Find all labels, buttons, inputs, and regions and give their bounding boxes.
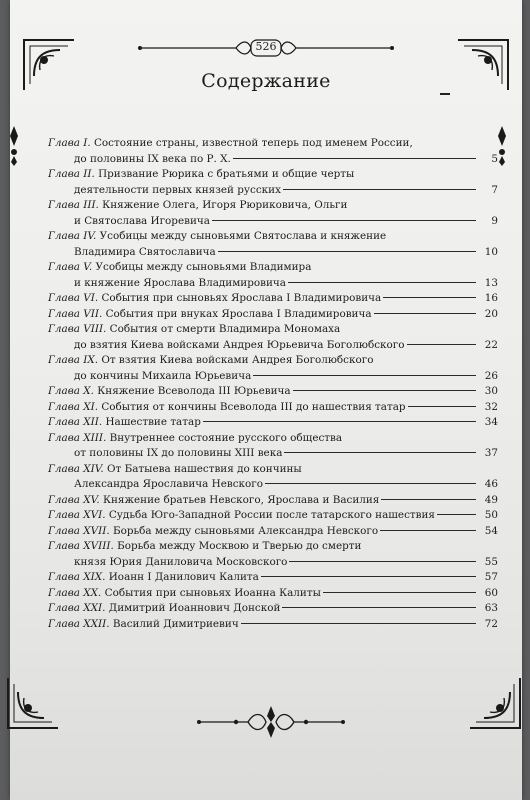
chapter-number: Глава VI. [48, 292, 102, 304]
toc-entry [48, 400, 498, 416]
dot-leader [293, 390, 476, 391]
toc-entry-text: Глава XIX. Иоанн I Данилович Калита [48, 571, 259, 583]
toc-entry-line [48, 400, 498, 416]
toc-entry-text: Глава XVII. Борьба между сыновьями Александра Невского [48, 524, 379, 537]
toc-entry-line [74, 152, 498, 168]
toc-entry-text: Глава XII. Нашествие татар [48, 416, 201, 428]
toc-entry-line [48, 617, 498, 633]
chapter-number: Глава III. [48, 199, 103, 211]
toc-page-number: 63 [484, 602, 498, 614]
toc-entry-line [48, 322, 498, 338]
toc-entry-line [48, 508, 498, 524]
dot-leader [212, 220, 476, 221]
dot-leader [383, 297, 476, 298]
chapter-number: Глава I. [48, 137, 94, 149]
chapter-number: Глава IX. [48, 354, 102, 366]
ink-mark [440, 93, 450, 95]
dot-leader [253, 375, 476, 376]
toc-page-number: 32 [484, 400, 498, 413]
toc-entry-text: Глава XIII. Внутреннее состояние русского общества [48, 431, 343, 444]
toc-entry-line [48, 229, 498, 245]
toc-entry-line [48, 198, 498, 214]
toc-entry-line [74, 245, 498, 261]
toc-entry-text: Александра Ярославича Невского [74, 478, 263, 490]
corner-ornament-bottom-right [468, 676, 524, 732]
toc-page-number: 55 [484, 555, 498, 568]
toc-entry [48, 539, 498, 570]
toc-entry [48, 570, 498, 586]
corner-ornament-bottom-left [4, 676, 60, 732]
toc-page-number: 72 [484, 617, 498, 630]
toc-entry-text: и Святослава Игоревича [74, 214, 210, 227]
toc-entry-line [48, 260, 498, 276]
toc-entry [48, 415, 498, 431]
dot-leader [380, 530, 476, 531]
toc-page-number: 49 [484, 493, 498, 506]
toc-entry-text: Глава I. Состояние страны, известной теперь под именем России, [48, 137, 413, 149]
toc-entry [48, 493, 498, 509]
toc-entry [48, 462, 498, 493]
toc-page-number: 34 [484, 416, 498, 428]
toc-entry-text: Глава XVI. Судьба Юго-Западной России после татарского нашествия [48, 509, 435, 521]
toc-entry [48, 229, 498, 260]
chapter-number: Глава XI. [48, 400, 102, 413]
toc-entry-line [48, 136, 498, 152]
toc-entry-line [74, 183, 498, 199]
toc-entry [48, 198, 498, 229]
toc-page-number: 54 [484, 524, 498, 537]
chapter-number: Глава IV. [48, 230, 100, 242]
dot-leader [233, 158, 476, 159]
toc-entry [48, 384, 498, 400]
chapter-number: Глава XIV. [48, 462, 108, 475]
chapter-number: Глава II. [48, 168, 99, 180]
toc-entry-text: до половины IX века по Р. Х. [74, 152, 231, 165]
page-title: Содержание [201, 70, 331, 92]
toc-entry-text: до взятия Киева войсками Андрея Юрьевича Боголюбского [74, 338, 405, 351]
chapter-number: Глава VIII. [48, 323, 110, 335]
toc-entry-line [48, 415, 498, 431]
toc-page-number: 22 [484, 338, 498, 351]
toc-entry-text: и княжение Ярослава Владимировича [74, 276, 286, 289]
toc-entry-text: Глава XX. События при сыновьях Иоанна Калиты [48, 586, 321, 599]
toc-entry-text: Глава VI. События при сыновьях Ярослава I Владимировича [48, 292, 382, 304]
toc-page-number: 9 [491, 214, 498, 227]
toc-entry-text: Глава IV. Усобицы между сыновьями Святослава и княжение [48, 230, 387, 242]
toc-entry [48, 322, 498, 353]
bottom-ornament [196, 704, 346, 740]
toc-page-number: 60 [484, 586, 498, 599]
toc-page-number: 5 [491, 152, 498, 165]
toc-entry-line [48, 307, 498, 323]
toc-entry-line [48, 524, 498, 540]
dot-leader [241, 623, 476, 624]
toc-entry-line [48, 493, 498, 509]
toc-entry-line [48, 384, 498, 400]
toc-entry-text: Глава XXII. Василий Димитриевич [48, 617, 239, 630]
toc-entry-line [74, 338, 498, 354]
toc-page-number: 57 [484, 571, 498, 583]
toc-entry-line [48, 431, 498, 447]
dot-leader [408, 406, 476, 407]
toc-entry-text: Глава XXI. Димитрий Иоаннович Донской [48, 602, 281, 614]
chapter-number: Глава XVI. [48, 509, 109, 521]
toc-entry-text: Глава XIV. От Батыева нашествия до кончины [48, 462, 302, 475]
dot-leader [261, 576, 476, 577]
toc-page-number: 20 [484, 307, 498, 320]
chapter-number: Глава XIX. [48, 571, 109, 583]
dot-leader [289, 561, 476, 562]
toc-entry [48, 617, 498, 633]
dot-leader [323, 592, 476, 593]
toc-page-number: 30 [484, 385, 498, 397]
chapter-number: Глава XII. [48, 416, 106, 428]
chapter-number: Глава XXII. [48, 617, 113, 630]
chapter-number: Глава XVII. [48, 524, 113, 537]
table-of-contents [48, 136, 498, 632]
toc-entry-text: до кончины Михаила Юрьевича [74, 369, 252, 382]
toc-entry-text: Глава XV. Княжение братьев Невского, Ярослава и Василия [48, 493, 380, 506]
book-page [10, 0, 522, 800]
toc-entry [48, 508, 498, 524]
side-ornament-left [6, 126, 22, 166]
dot-leader [283, 189, 476, 190]
toc-entry [48, 136, 498, 167]
toc-entry-line [74, 276, 498, 292]
toc-entry-text: Глава II. Призвание Рюрика с братьями и общие черты [48, 168, 355, 180]
dot-leader [407, 344, 477, 345]
toc-entry-line [48, 570, 498, 586]
toc-page-number: 46 [484, 478, 498, 490]
chapter-number: Глава VII. [48, 307, 106, 320]
toc-entry-text: Глава III. Княжение Олега, Игоря Рюриковича, Ольги [48, 199, 348, 211]
toc-entry-text: Глава IX. От взятия Киева войсками Андрея Боголюбского [48, 354, 374, 366]
toc-entry-line [74, 555, 498, 571]
toc-entry [48, 601, 498, 617]
toc-page-number: 10 [484, 245, 498, 258]
toc-entry [48, 167, 498, 198]
toc-entry [48, 307, 498, 323]
toc-page-number: 16 [484, 292, 498, 304]
toc-entry [48, 431, 498, 462]
toc-entry [48, 353, 498, 384]
chapter-number: Глава X. [48, 385, 98, 397]
toc-entry [48, 260, 498, 291]
chapter-number: Глава XIII. [48, 431, 110, 444]
dot-leader [374, 313, 476, 314]
chapter-number: Глава V. [48, 261, 96, 273]
toc-entry-line [48, 353, 498, 369]
toc-entry-line [74, 369, 498, 385]
toc-entry-line [74, 214, 498, 230]
page-number: 526 [255, 40, 277, 53]
toc-page-number: 26 [484, 369, 498, 382]
toc-entry-line [48, 539, 498, 555]
toc-entry-line [74, 446, 498, 462]
toc-entry [48, 524, 498, 540]
toc-entry-text: Глава V. Усобицы между сыновьями Владимира [48, 261, 312, 273]
toc-entry-text: Владимира Святославича [74, 245, 216, 258]
chapter-number: Глава XXI. [48, 602, 109, 614]
dot-leader [265, 483, 476, 484]
toc-entry-line [74, 477, 498, 493]
chapter-number: Глава XVIII. [48, 540, 118, 552]
dot-leader [218, 251, 476, 252]
toc-entry-text: Глава VIII. События от смерти Владимира Мономаха [48, 323, 341, 335]
chapter-number: Глава XX. [48, 586, 105, 599]
dot-leader [284, 452, 476, 453]
toc-entry [48, 291, 498, 307]
toc-entry-line [48, 601, 498, 617]
toc-entry-line [48, 167, 498, 183]
chapter-number: Глава XV. [48, 493, 103, 506]
toc-page-number: 13 [484, 276, 498, 289]
toc-entry [48, 586, 498, 602]
dot-leader [203, 421, 476, 422]
toc-entry-text: деятельности первых князей русских [74, 183, 281, 196]
toc-entry-text: от половины IX до половины XIII века [74, 447, 283, 459]
toc-entry-line [48, 291, 498, 307]
dot-leader [282, 607, 476, 608]
toc-entry-text: Глава XI. События от кончины Всеволода III до нашествия татар [48, 400, 406, 413]
dot-leader [381, 499, 476, 500]
toc-page-number: 37 [484, 447, 498, 459]
toc-entry-line [48, 586, 498, 602]
toc-entry-text: Глава XVIII. Борьба между Москвою и Тверью до смерти [48, 540, 362, 552]
toc-entry-text: князя Юрия Даниловича Московского [74, 555, 288, 568]
toc-entry-text: Глава X. Княжение Всеволода III Юрьевича [48, 385, 291, 397]
toc-page-number: 7 [491, 183, 498, 196]
dot-leader [288, 282, 476, 283]
toc-entry-line [48, 462, 498, 478]
dot-leader [437, 514, 476, 515]
toc-page-number: 50 [484, 509, 498, 521]
toc-entry-text: Глава VII. События при внуках Ярослава I Владимировича [48, 307, 372, 320]
